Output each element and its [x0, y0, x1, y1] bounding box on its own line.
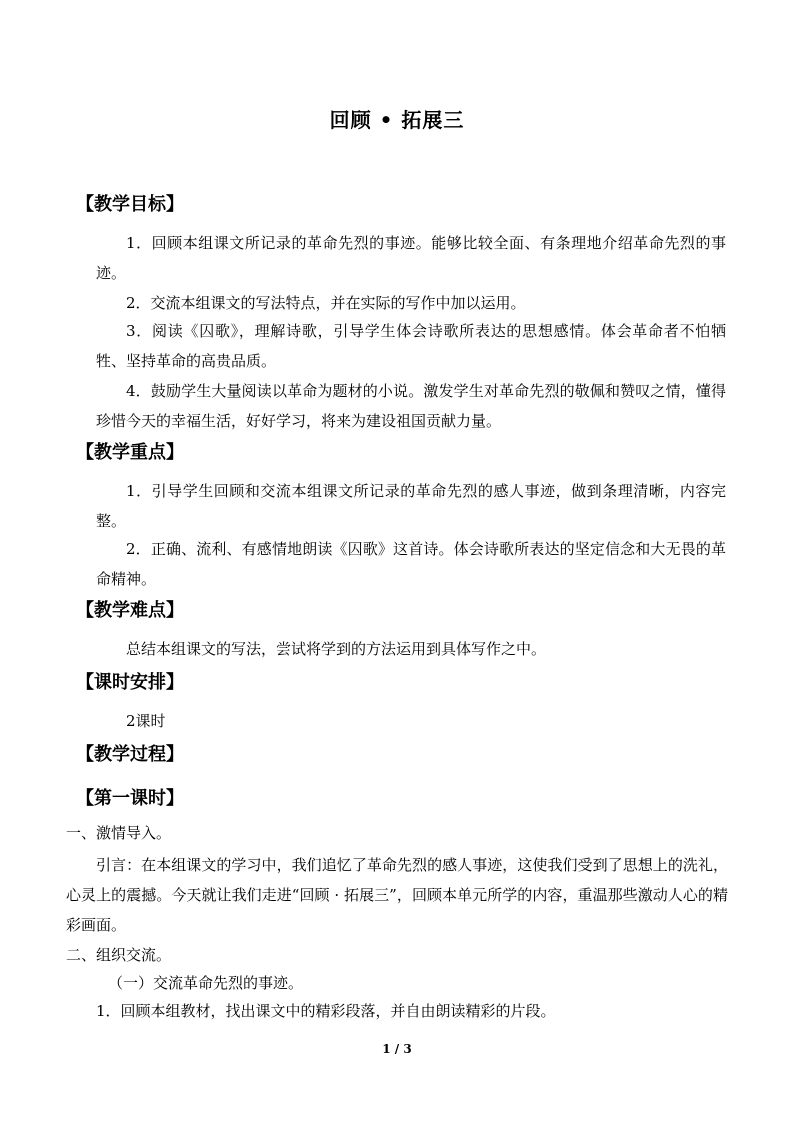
key-point-item-1: 1．引导学生回顾和交流本组课文所记录的革命先烈的感人事迹，做到条理清晰，内容完整。 [96, 482, 726, 530]
sub-step-1-item-1: 1．回顾本组教材，找出课文中的精彩段落，并自由朗读精彩的片段。 [96, 1002, 556, 1020]
objective-item-1: 1．回顾本组课文所记录的革命先烈的事迹。能够比较全面、有条理地介绍革命先烈的事迹。 [96, 234, 726, 282]
schedule-text: 2课时 [126, 712, 166, 730]
difficulties-text: 总结本组课文的写法，尝试将学到的方法运用到具体写作之中。 [126, 640, 547, 658]
objective-item-4: 4．鼓励学生大量阅读以革命为题材的小说。激发学生对革命先烈的敬佩和赞叹之情，懂得珍惜今天的幸福生活，好好学习，将来为建设祖国贡献力量。 [96, 382, 726, 430]
heading-first-lesson: 【第一课时】 [76, 788, 184, 809]
document-title: 回顾 • 拓展三 [329, 108, 465, 132]
page-indicator: 1 / 3 [382, 1042, 412, 1056]
heading-difficulties: 【教学难点】 [76, 600, 184, 621]
heading-schedule: 【课时安排】 [76, 672, 184, 693]
step-1-heading: 一、激情导入。 [66, 824, 172, 842]
key-point-item-2: 2．正确、流利、有感情地朗读《囚歌》这首诗。体会诗歌所表达的坚定信念和大无畏的革命精神。 [96, 540, 726, 588]
heading-key-points: 【教学重点】 [76, 442, 184, 463]
objective-item-3: 3．阅读《囚歌》，理解诗歌，引导学生体会诗歌所表达的思想感情。体会革命者不怕牺牲、坚持革命的高贵品质。 [96, 322, 726, 370]
intro-paragraph: 引言：在本组课文的学习中，我们追忆了革命先烈的感人事迹，这使我们受到了思想上的洗礼，心灵上的震撼。今天就让我们走进“回顾 · 拓展三”，回顾本单元所学的内容，重温那些激动人心的精彩画面。 [66, 856, 728, 934]
heading-process: 【教学过程】 [76, 744, 184, 765]
heading-objectives: 【教学目标】 [76, 194, 184, 215]
sub-step-1: （一）交流革命先烈的事迹。 [108, 974, 304, 992]
objective-item-2: 2．交流本组课文的写法特点，并在实际的写作中加以运用。 [126, 294, 526, 312]
step-2-heading: 二、组织交流。 [66, 946, 172, 964]
